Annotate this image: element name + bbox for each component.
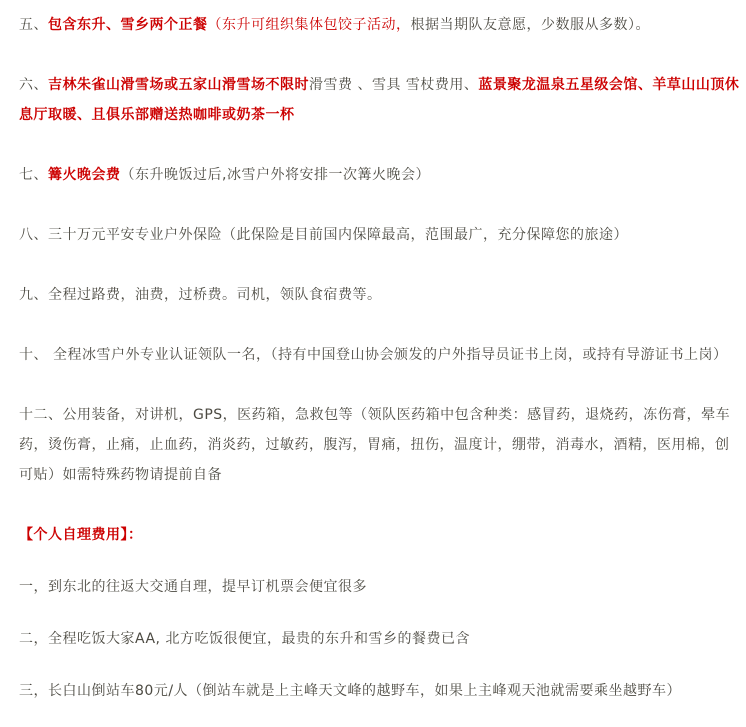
item5-highlight: 包含东升、雪乡两个正餐 bbox=[48, 17, 208, 33]
item6-number: 六、 bbox=[19, 77, 48, 93]
item6-plain: 滑雪费 、雪具 雪杖费用、 bbox=[309, 77, 479, 93]
item5-red-note: （东升可组织集体包饺子活动， bbox=[207, 17, 411, 33]
item7-number: 七、 bbox=[19, 167, 48, 183]
list-item-6 bbox=[19, 70, 742, 130]
list-item-7 bbox=[19, 160, 742, 190]
list-item-8: 八、三十万元平安专业户外保险（此保险是目前国内保障最高，范围最广，充分保障您的旅途） bbox=[19, 227, 628, 243]
list-item-10: 十、 全程冰雪户外专业认证领队一名，（持有中国登山协会颁发的户外指导员证书上岗，或持有导游证书上岗） bbox=[19, 347, 728, 363]
item5-plain-note: 根据当期队友意愿，少数服从多数）。 bbox=[410, 17, 650, 33]
list-item-9: 九、全程过路费，油费，过桥费。司机，领队食宿费等。 bbox=[19, 287, 382, 303]
list-item-12: 十二、公用装备，对讲机，GPS，医药箱，急救包等（领队医药箱中包含种类：感冒药，退烧药，冻伤膏，晕车药，烫伤膏，止痛，止血药，消炎药，过敏药，腹泻，胃痛，扭伤，温度计，绷带，消毒水，酒精，医用棉，创可贴）如需特殊药物请提前自备 bbox=[19, 407, 731, 483]
item6-highlight-2: 蓝景聚龙温泉五星级会馆、羊草山山顶休息厅取暖、且俱乐部赠送热咖啡或奶茶一杯 bbox=[19, 77, 740, 123]
list-item-5 bbox=[19, 10, 742, 40]
item5-number: 五、 bbox=[19, 17, 48, 33]
selfpay-section-header: 【个人自理费用】： bbox=[19, 527, 143, 543]
selfpay-item-3: 三，长白山倒站车80元/人（倒站车就是上主峰天文峰的越野车，如果上主峰观天池就需要乘坐越野车） bbox=[19, 683, 682, 699]
selfpay-item-2: 二，全程吃饭大家AA, 北方吃饭很便宜，最贵的东升和雪乡的餐费已含 bbox=[19, 631, 470, 647]
selfpay-item-1: 一，到东北的往返大交通自理，提早订机票会便宜很多 bbox=[19, 579, 367, 595]
item7-plain-note: （东升晚饭过后,冰雪户外将安排一次篝火晚会） bbox=[120, 167, 430, 183]
item6-highlight-1: 吉林朱雀山滑雪场或五家山滑雪场不限时 bbox=[48, 77, 309, 93]
item7-highlight: 篝火晚会费 bbox=[48, 167, 121, 183]
